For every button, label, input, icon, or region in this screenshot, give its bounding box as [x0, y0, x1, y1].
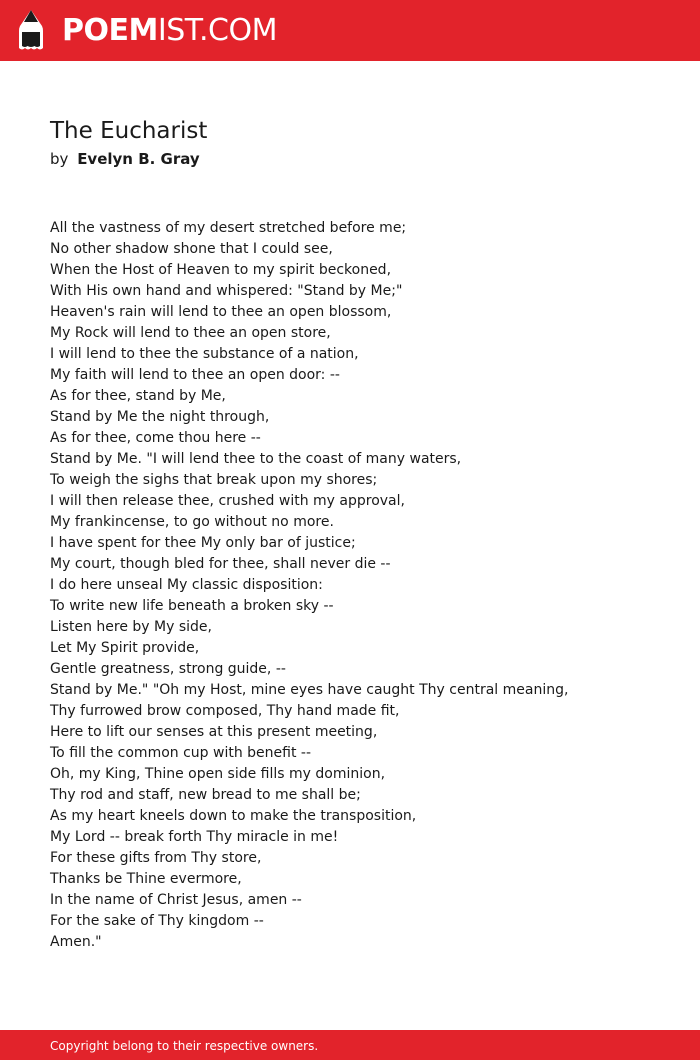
poem-line: My Lord -- break forth Thy miracle in me! [50, 829, 339, 845]
site-brand[interactable] [62, 11, 277, 51]
poem-line: In the name of Christ Jesus, amen -- [50, 892, 302, 908]
poem-line: Gentle greatness, strong guide, -- [50, 661, 286, 677]
poem-line: Thanks be Thine evermore, [50, 871, 242, 887]
poem-line: As for thee, stand by Me, [50, 388, 226, 404]
poem-line: Amen." [50, 934, 102, 950]
poem-line: When the Host of Heaven to my spirit beckoned, [50, 262, 392, 278]
poem-line: As for thee, come thou here -- [50, 430, 261, 446]
byline [50, 148, 200, 170]
poem-line: Oh, my King, Thine open side fills my dominion, [50, 766, 386, 782]
poem-line: My court, though bled for thee, shall never die -- [50, 556, 391, 572]
poem-line: To weigh the sighs that break upon my shores; [50, 472, 378, 488]
site-header [0, 0, 700, 61]
poem-line: Thy rod and staff, new bread to me shall be; [50, 787, 361, 803]
poem-title: The Eucharist [50, 118, 208, 144]
poem-line: My frankincense, to go without no more. [50, 514, 334, 530]
poem-line: I will lend to thee the substance of a nation, [50, 346, 359, 362]
poem-line: For these gifts from Thy store, [50, 850, 262, 866]
poem-line: For the sake of Thy kingdom -- [50, 913, 264, 929]
by-label: by [50, 150, 69, 168]
poem-body [50, 218, 670, 953]
poem-line: To fill the common cup with benefit -- [50, 745, 311, 761]
poem-line: To write new life beneath a broken sky -- [50, 598, 334, 614]
poem-line: Stand by Me." "Oh my Host, mine eyes have caught Thy central meaning, [50, 682, 569, 698]
pencil-tip-icon [18, 10, 44, 52]
poem-line: No other shadow shone that I could see, [50, 241, 333, 257]
poem-line: I have spent for thee My only bar of justice; [50, 535, 356, 551]
poem-line: With His own hand and whispered: "Stand by Me;" [50, 283, 403, 299]
poem-line: Heaven's rain will lend to thee an open blossom, [50, 304, 392, 320]
poem-line: Stand by Me the night through, [50, 409, 270, 425]
poem-line: Stand by Me. "I will lend thee to the coast of many waters, [50, 451, 462, 467]
author-name: Evelyn B. Gray [77, 150, 200, 168]
poem-line: As my heart kneels down to make the transposition, [50, 808, 417, 824]
poem-line: I will then release thee, crushed with my approval, [50, 493, 405, 509]
poem-line: All the vastness of my desert stretched before me; [50, 220, 407, 236]
brand-light-text: IST.COM [157, 13, 277, 48]
poem-line: Listen here by My side, [50, 619, 212, 635]
poem-line: I do here unseal My classic disposition: [50, 577, 323, 593]
copyright-text: Copyright belong to their respective owners. [50, 1039, 319, 1053]
brand-bold-text: POEM [62, 13, 158, 48]
poem-line: Let My Spirit provide, [50, 640, 200, 656]
poem-line: My Rock will lend to thee an open store, [50, 325, 331, 341]
poem-line: Here to lift our senses at this present meeting, [50, 724, 378, 740]
site-footer [0, 1030, 700, 1060]
poem-line: Thy furrowed brow composed, Thy hand made fit, [50, 703, 400, 719]
poem-line: My faith will lend to thee an open door: -- [50, 367, 340, 383]
